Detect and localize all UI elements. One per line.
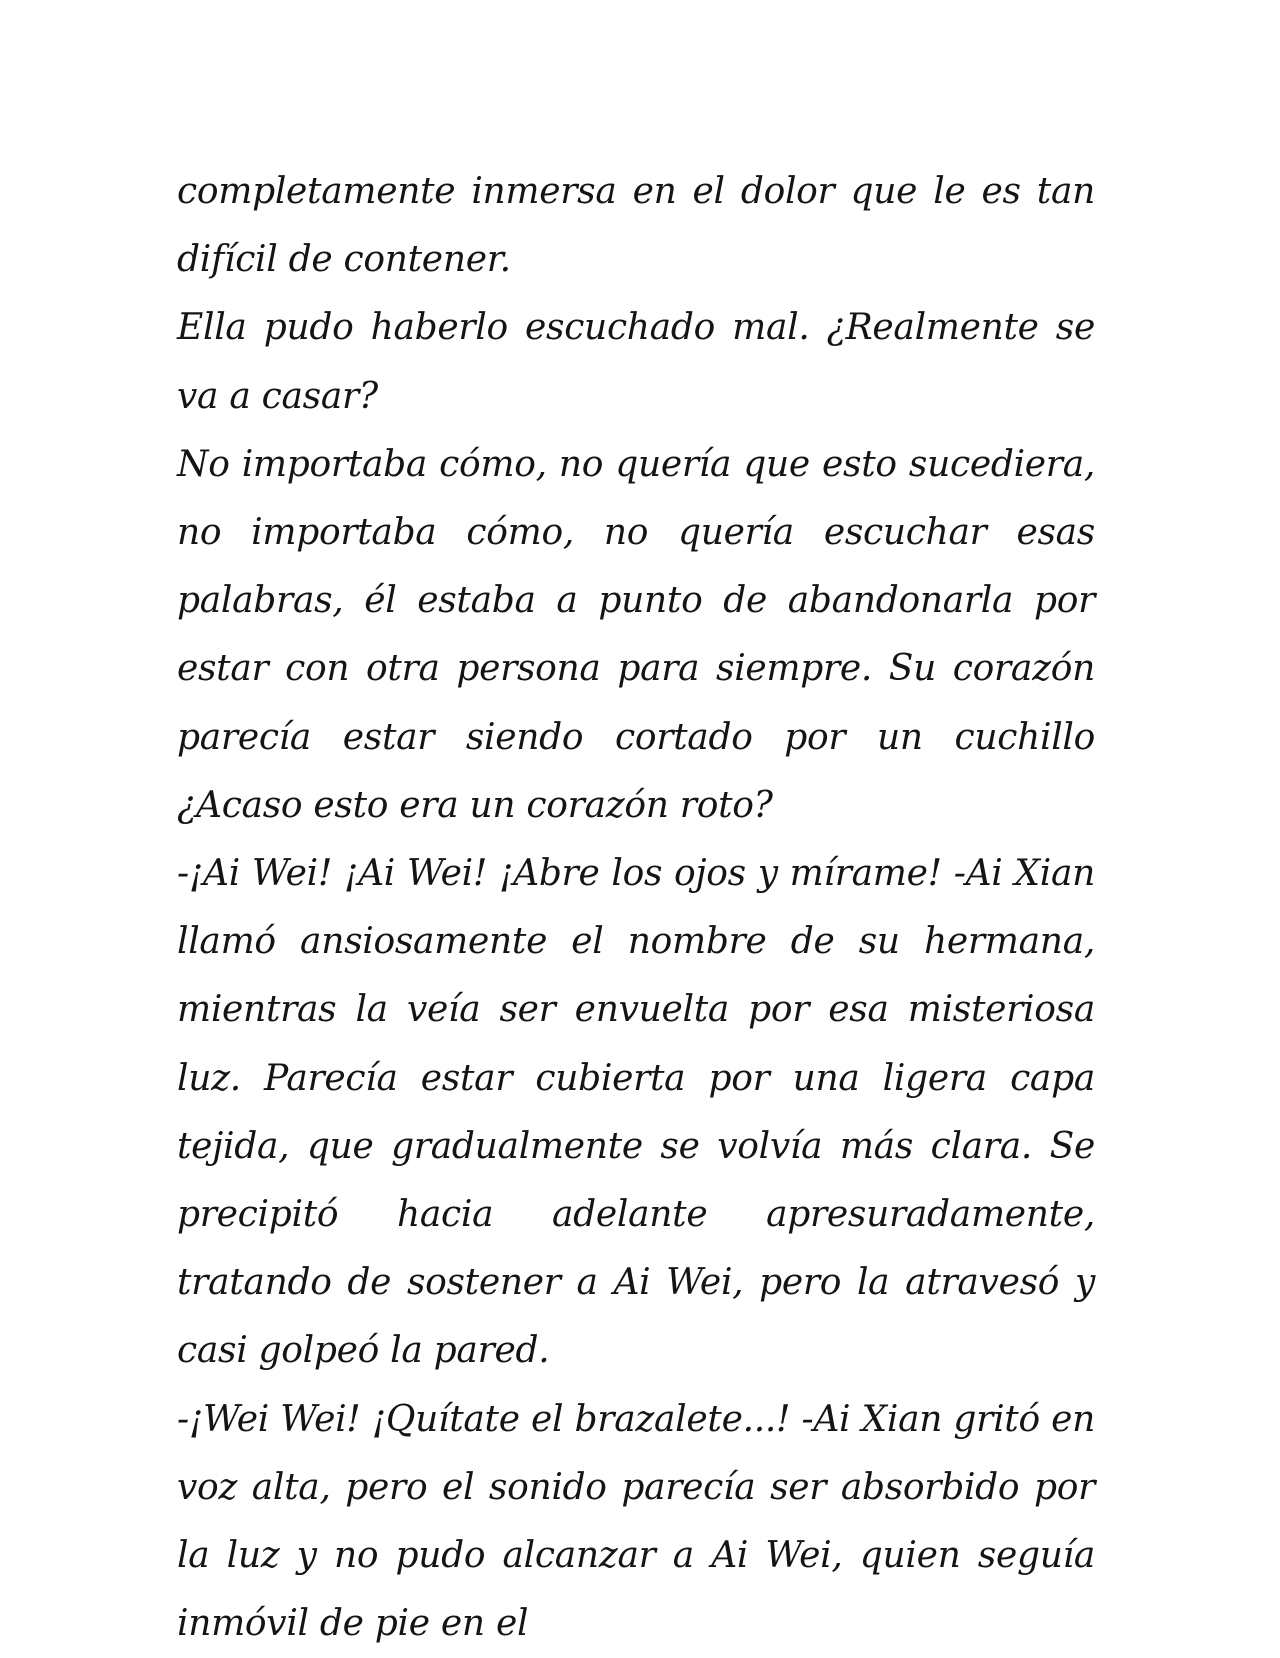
paragraph: completamente inmersa en el dolor que le es tan difícil de contener. bbox=[177, 171, 1095, 281]
paragraph: No importaba cómo, no quería que esto sucediera, no importaba cómo, no quería escuchar esas palabras, él estaba a punto de abandonarla por estar con otra persona para siempre. Su corazón parecía estar siendo cortado por un cuchillo ¿Acaso esto era un corazón roto? bbox=[177, 443, 1095, 826]
paragraph: -¡Ai Wei! ¡Ai Wei! ¡Abre los ojos y mírame! -Ai Xian llamó ansiosamente el nombre de su hermana, mientras la veía ser envuelta por esa misteriosa luz. Parecía estar cubierta por una ligera capa tejida, que gradualmente se volvía más clara. Se precipitó hacia adelante apresuradamente, tratando de sostener a Ai Wei, pero la atravesó y casi golpeó la pared. bbox=[177, 853, 1095, 1372]
paragraph: -¡Wei Wei! ¡Quítate el brazalete...! -Ai Xian gritó en voz alta, pero el sonido parecía ser absorbido por la luz y no pudo alcanzar a Ai Wei, quien seguía inmóvil de pie en el bbox=[177, 1398, 1095, 1645]
document-body bbox=[177, 158, 1095, 1658]
paragraph: Ella pudo haberlo escuchado mal. ¿Realmente se va a casar? bbox=[177, 307, 1095, 417]
